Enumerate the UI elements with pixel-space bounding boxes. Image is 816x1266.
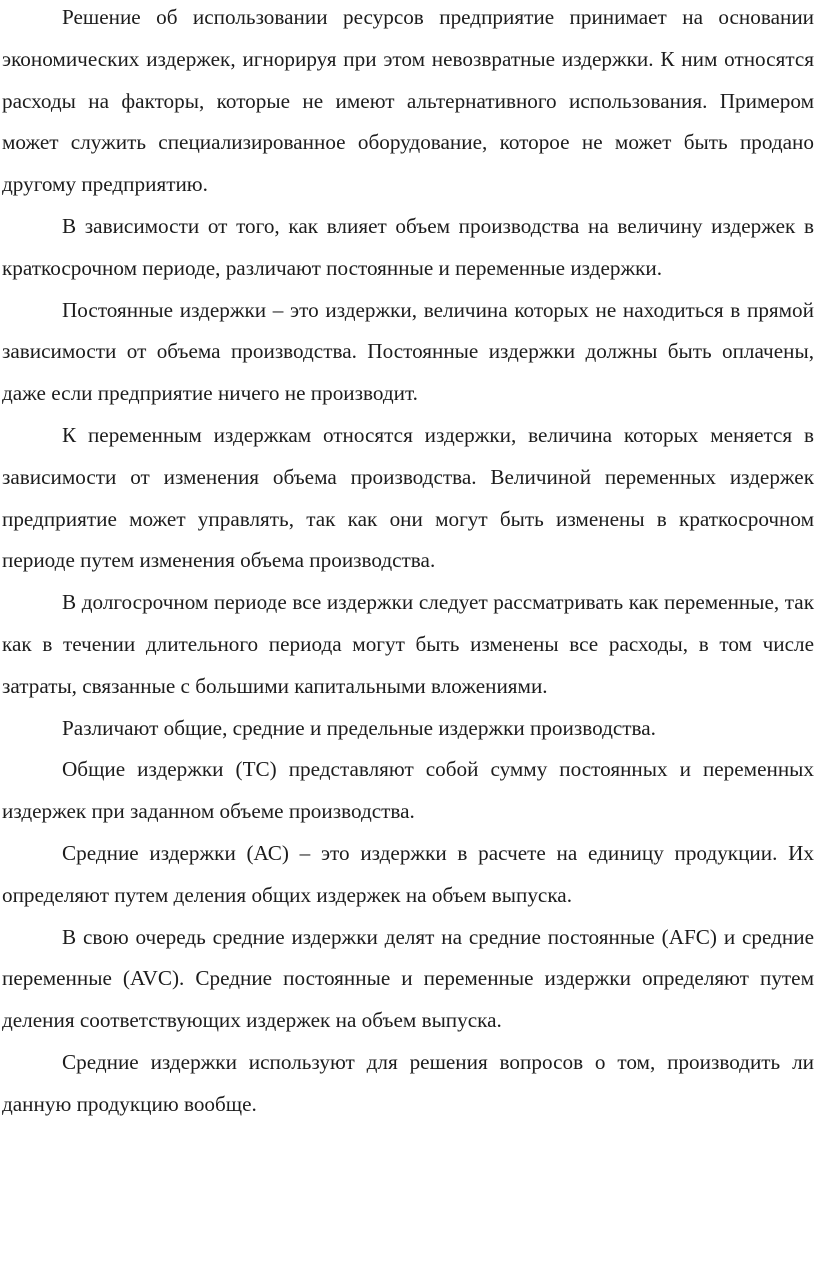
paragraph-fixed-variable-intro: В зависимости от того, как влияет объем производства на величину издержек в краткосрочном периоде, различают постоянные и переменные издержки.	[2, 213, 814, 280]
paragraph-sunk-costs: Решение об использовании ресурсов предприятие принимает на основании экономических издержек, игнорируя при этом невозвратные издержки. К ним относятся расходы на факторы, которые не имеют альтернативного использования. Примером может служить специализированное оборудование, которое не может быть продано другому предприятию.	[2, 5, 814, 197]
paragraph-cost-types: Различают общие, средние и предельные издержки производства.	[62, 715, 656, 740]
paragraph-afc-avc: В свою очередь средние издержки делят на средние постоянные (AFC) и средние переменные (AVC). Средние постоянные и переменные издержки определяют путем деления соответствующих издержек на объем выпуска.	[2, 924, 814, 1033]
paragraph-fixed-costs: Постоянные издержки – это издержки, величина которых не находиться в прямой зависимости от объема производства. Постоянные издержки должны быть оплачены, даже если предприятие ничего не производит.	[2, 297, 814, 406]
paragraph-total-costs: Общие издержки (ТС) представляют собой сумму постоянных и переменных издержек при заданном объеме производства.	[2, 757, 814, 824]
paragraph-long-run: В долгосрочном периоде все издержки следует рассматривать как переменные, так как в течении длительного периода могут быть изменены все расходы, в том числе затраты, связанные с большими капитальными вложениями.	[2, 590, 814, 698]
paragraph-average-costs-usage: Средние издержки используют для решения вопросов о том, производить ли данную продукцию вообще.	[2, 1049, 814, 1116]
paragraph-variable-costs: К переменным издержкам относятся издержки, величина которых меняется в зависимости от изменения объема производства. Величиной переменных издержек предприятие может управлять, так как они могут быть изменены в краткосрочном периоде путем изменения объема производства.	[2, 422, 814, 573]
paragraph-average-costs: Средние издержки (АС) – это издержки в расчете на единицу продукции. Их определяют путем деления общих издержек на объем выпуска.	[2, 840, 814, 907]
